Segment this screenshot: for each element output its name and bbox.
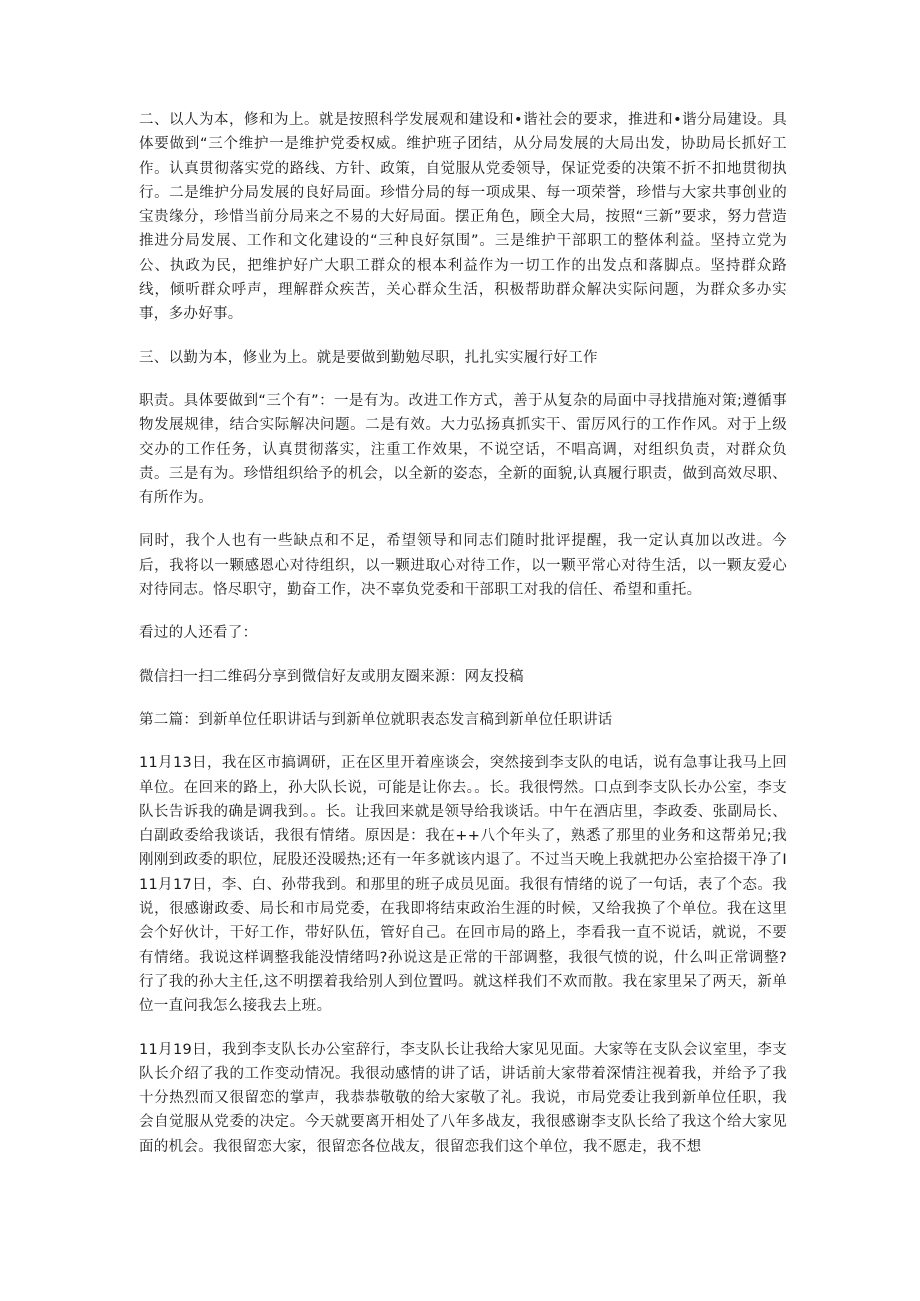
paragraph-closing: 同时，我个人也有一些缺点和不足，希望领导和同志们随时批评提醒，我一定认真加以改进。今后，我将以一颗感恩心对待组织，以一颗进取心对待工作，以一颗平常心对待生活，以一颗友爱心对待同志。恪尽职守，勤奋工作，决不辜负党委和干部职工对我的信任、希望和重托。 [139,533,787,599]
paragraph-duties: 职责。具体要做到“三个有”：一是有为。改进工作方式，善于从复杂的局面中寻找措施对策;遵循事物发展规律，结合实际解决问题。二是有效。大力弘扬真抓实干、雷厉风行的工作作风。对于上级交办的工作任务，认真贯彻落实，注重工作效果，不说空话，不唱高调，对组织负责，对群众负责。三是有为。珍惜组织给予的机会，以全新的姿态，全新的面貌,认真履行职责，做到高效尽职、有所作为。 [139,392,787,507]
paragraph-section-two: 二、以人为本，修和为上。就是按照科学发展观和建设和•谐社会的要求，推进和•谐分局建设。具体要做到“三个维护一是维护党委权威。维护班子团结，从分局发展的大局出发，协助局长抓好工作。认真贯彻落实党的路线、方针、政策，自觉服从党委领导，保证党委的决策不折不扣地贯彻执行。二是维护分局发展的良好局面。珍惜分局的每一项成果、每一项荣誉，珍惜与大家共事创业的宝贵缘分，珍惜当前分局来之不易的大好局面。摆正角色，顾全大局，按照“三新”要求，努力营造推进分局发展、工作和文化建设的“三种良好氛围”。三是维护干部职工的整体利益。坚持立党为公、执政为民，把维护好广大职工群众的根本利益作为一切工作的出发点和落脚点。坚持群众路线，倾听群众呼声，理解群众疾苦，关心群众生活，积极帮助群众解决实际问题，为群众多办实事，多办好事。 [139,112,787,323]
paragraph-related-reading: 看过的人还看了： [139,625,258,642]
paragraph-chapter-two-title: 第二篇：到新单位任职讲话与到新单位就职表态发言稿到新单位任职讲话 [139,711,613,728]
paragraph-nov-19: 11月19日，我到李支队长办公室辞行，李支队长让我给大家见见面。大家等在支队会议室里，李支队长介绍了我的工作变动情况。我很动感情的讲了话，讲话前大家带着深情注视着我，并给予了我十分热烈而又很留恋的掌声，我恭恭敬敬的给大家敬了礼。我说，市局党委让我到新单位任职，我会自觉服从党委的决定。今天就要离开相处了八年多战友，我很感谢李支队长给了我这个给大家见面的机会。我很留恋大家，很留恋各位战友，很留恋我们这个单位，我不愿走，我不想 [139,1041,787,1155]
paragraph-share-source: 微信扫一扫二维码分享到微信好友或朋友圈来源：网友投稿 [139,668,524,685]
paragraph-section-three-heading: 三、以勤为本，修业为上。就是要做到勤勉尽职，扎扎实实履行好工作 [139,349,598,366]
paragraph-nov-13: 11月13日，我在区市搞调研，正在区里开着座谈会，突然接到李支队的电话，说有急事让我马上回单位。在回来的路上，孙大队长说，可能是让你去。。长。我很愕然。口点到李支队长办公室，李支队长告诉我的确是调我到。。长。让我回来就是领导给我谈话。中午在酒店里，李政委、张副局长、白副政委给我谈话，我很有情绪。原因是：我在++八个年头了，熟悉了那里的业务和这帮弟兄;我刚刚到政委的职位，屁股还没暖热;还有一年多就该内退了。不过当天晚上我就把办公室拾掇干净了I11月17日，李、白、孙带我到。和那里的班子成员见面。我很有情绪的说了一句话，表了个态。我说，很感谢政委、局长和市局党委，在我即将结束政治生涯的时候，又给我换了个单位。我在这里会个好伙计，干好工作，带好队伍，管好自己。在回市局的路上，李看我一直不说话，就说，不要有情绪。我说这样调整我能没情绪吗?孙说这是正常的干部调整，我很气愤的说，什么叫正常调整?行了我的孙大主任,这不明摆着我给别人到位置吗。就这样我们不欢而散。我在家里呆了两天，新单位一直问我怎么接我去上班。 [139,755,787,1015]
document-body [139,108,787,1159]
